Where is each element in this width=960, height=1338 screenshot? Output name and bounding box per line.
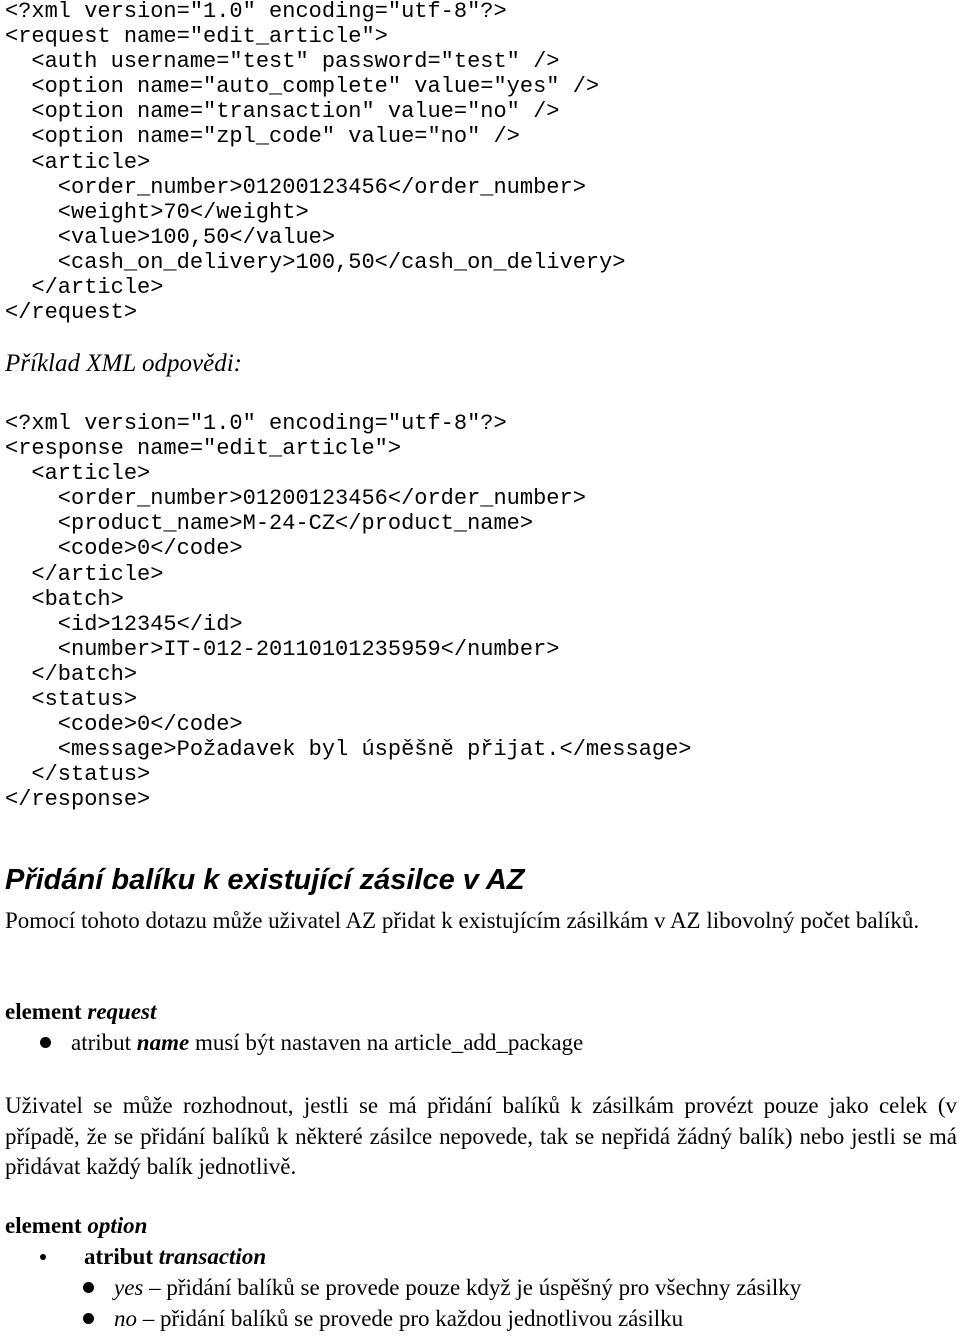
- item-name: name: [136, 1030, 190, 1055]
- code-line: <auth username="test" password="test" />: [5, 49, 560, 75]
- item-prefix: atribut: [71, 1030, 137, 1055]
- label-name: request: [87, 999, 157, 1024]
- request-xml-example: [5, 0, 626, 325]
- intro-paragraph: Pomocí tohoto dotazu může uživatel AZ přidat k existujícím zásilkám v AZ libovolný počet balíků.: [5, 908, 920, 933]
- element-request-label: [5, 999, 156, 1025]
- code-line: <?xml version="1.0" encoding="utf-8"?>: [5, 0, 507, 24]
- label-prefix: element: [5, 999, 88, 1024]
- item-name: transaction: [158, 1244, 267, 1269]
- code-line: </status>: [5, 762, 151, 788]
- code-line: <?xml version="1.0" encoding="utf-8"?>: [5, 411, 507, 436]
- bullet-icon: [83, 1313, 94, 1324]
- code-line: <option name="transaction" value="no" />: [5, 99, 560, 125]
- list-item-yes: [83, 1275, 801, 1301]
- code-line: <weight>70</weight>: [5, 199, 309, 225]
- section-heading: Přidání balíku k existující zásilce v AZ: [5, 864, 525, 896]
- list-item-no: [83, 1306, 683, 1332]
- label-prefix: element: [5, 1213, 88, 1238]
- transaction-paragraph: Uživatel se může rozhodnout, jestli se má přidání balíků k zásilkám provézt pouze jako celek (v případě, že se přidání balíků k některé zásilce nepovede, tak se nepřidá žádný balík) nebo jestli se má přidávat každý balík jednotlivě.: [5, 1093, 957, 1179]
- value-key: yes: [114, 1275, 144, 1300]
- code-line: <order_number>01200123456</order_number>: [5, 174, 586, 200]
- value-text: – přidání balíků se provede pouze když je úspěšný pro všechny zásilky: [143, 1275, 802, 1300]
- code-line: <code>0</code>: [5, 536, 243, 562]
- list-item: [40, 1244, 266, 1270]
- code-line: </request>: [5, 300, 138, 326]
- code-line: <request name="edit_article">: [5, 24, 388, 50]
- code-line: <option name="auto_complete" value="yes" />: [5, 74, 600, 100]
- response-xml-example: [5, 411, 692, 813]
- code-line: <option name="zpl_code" value="no" />: [5, 124, 520, 150]
- list-item: [40, 1030, 583, 1056]
- code-line: </batch>: [5, 661, 138, 687]
- bullet-icon: [40, 1254, 46, 1260]
- code-line: <code>0</code>: [5, 712, 243, 738]
- code-line: <status>: [5, 687, 138, 713]
- code-line: <article>: [5, 461, 151, 487]
- code-line: <product_name>M-24-CZ</product_name>: [5, 511, 534, 537]
- code-line: <order_number>01200123456</order_number>: [5, 486, 586, 512]
- code-line: <article>: [5, 149, 151, 175]
- bullet-icon: [40, 1037, 51, 1048]
- code-line: </article>: [5, 275, 164, 301]
- label-name: option: [87, 1213, 148, 1238]
- code-line: <batch>: [5, 586, 124, 612]
- code-line: <value>100,50</value>: [5, 224, 336, 250]
- code-line: </response>: [5, 787, 151, 813]
- code-line: <response name="edit_article">: [5, 436, 402, 462]
- code-line: <number>IT-012-20110101235959</number>: [5, 636, 560, 662]
- item-text: musí být nastaven na article_add_package: [189, 1030, 584, 1055]
- response-caption: Příklad XML odpovědi:: [5, 350, 242, 377]
- bullet-icon: [83, 1282, 94, 1293]
- code-line: <id>12345</id>: [5, 611, 243, 637]
- value-key: no: [114, 1306, 137, 1331]
- code-line: <cash_on_delivery>100,50</cash_on_delivery>: [5, 249, 626, 275]
- value-text: – přidání balíků se provede pro každou jednotlivou zásilku: [137, 1306, 684, 1331]
- element-option-label: [5, 1213, 147, 1239]
- item-prefix: atribut: [84, 1244, 159, 1269]
- code-line: <message>Požadavek byl úspěšně přijat.</message>: [5, 737, 692, 763]
- code-line: </article>: [5, 561, 164, 587]
